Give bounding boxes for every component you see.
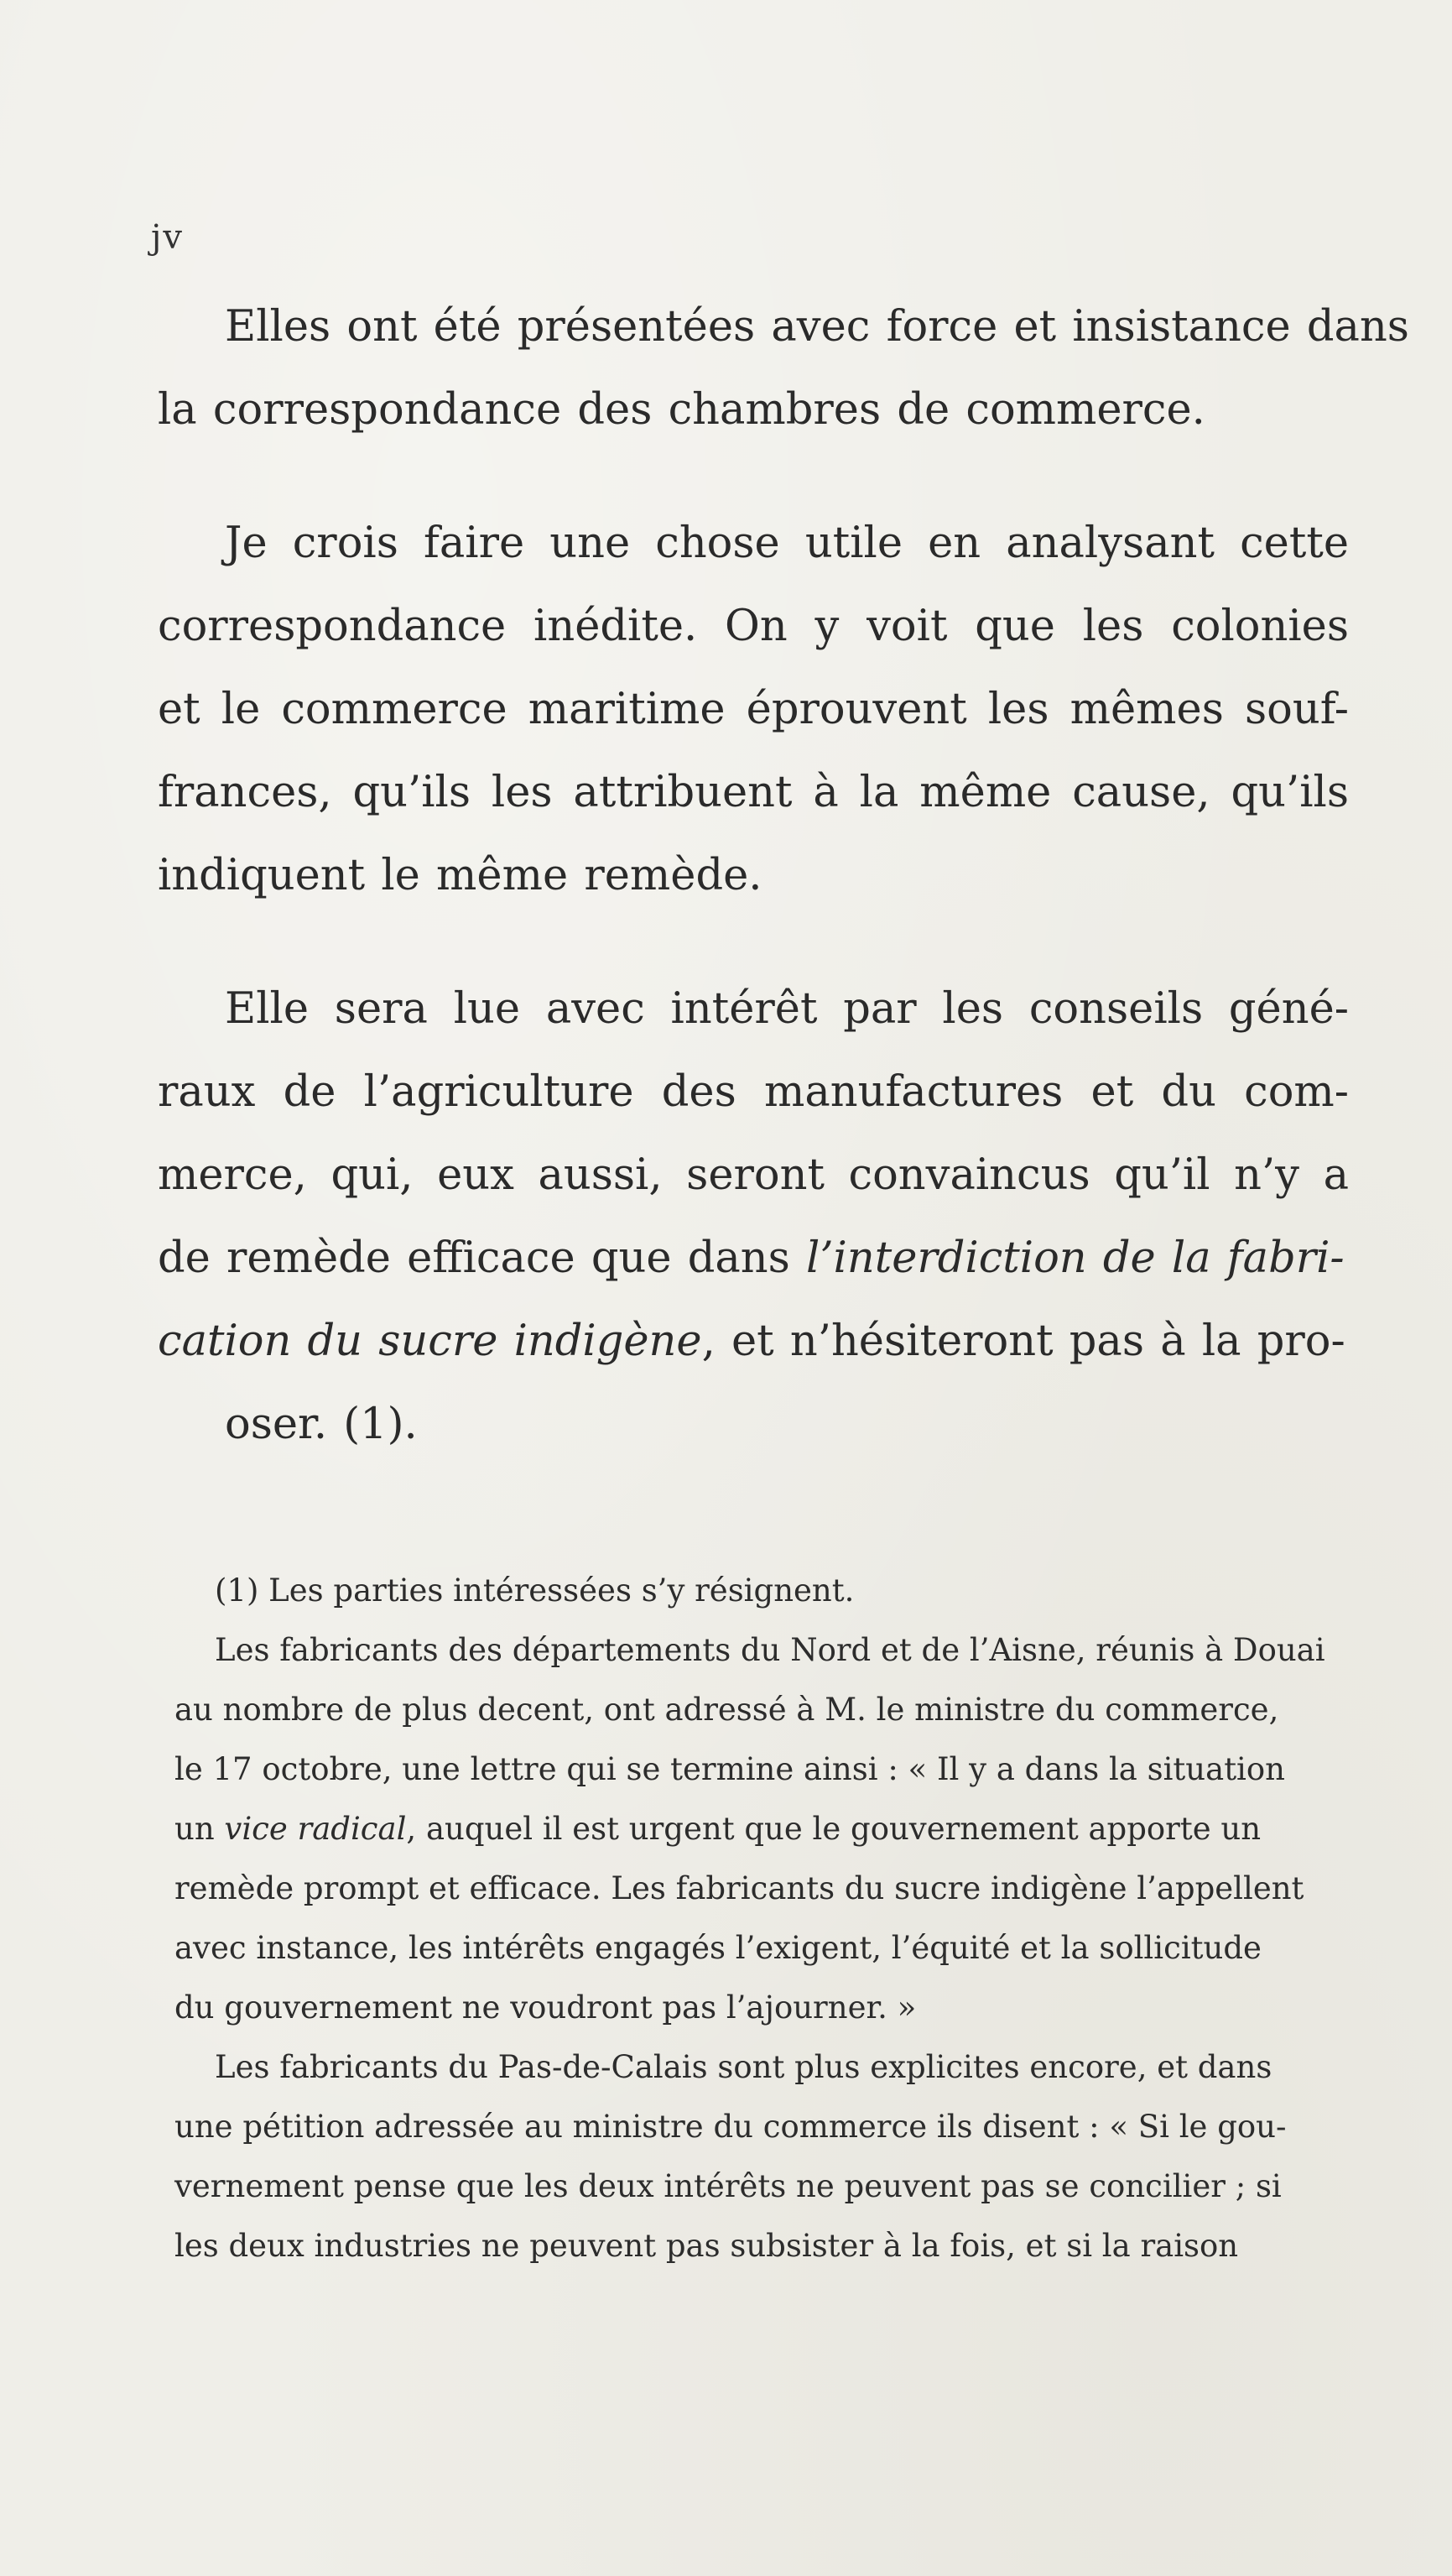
body-line: frances, qu’ils les attribuent à la même cause, qu’ils [158,768,1349,817]
footnote-line: le 17 octobre, une lettre qui se termine ainsi : « Il y a dans la situation [174,1751,1285,1787]
body-line: raux de l’agriculture des manufactures et du com- [158,1067,1349,1117]
body-text [158,285,1409,1466]
footnote-line: les deux industries ne peuvent pas subsister à la fois, et si la raison [174,2228,1239,2264]
body-line [158,1217,1349,1300]
footnote-line [174,1799,1374,1859]
paragraph-gap [158,451,1349,502]
body-line: et le commerce maritime éprouvent les mêmes souf- [158,685,1349,734]
body-line: oser. (1). [225,1400,418,1449]
body-line [158,1300,1349,1383]
footnote-line: au nombre de plus decent, ont adressé à M. le ministre du commerce, [174,1692,1279,1728]
body-line: Je crois faire une chose utile en analysant cette [225,519,1349,568]
paragraph-gap [158,917,1349,967]
body-line: indiquent le même remède. [158,851,762,900]
footnote-line: Les fabricants des départements du Nord et de l’Aisne, réunis à Douai [215,1632,1325,1668]
footnote-line: (1) Les parties intéressées s’y résignent. [215,1572,855,1609]
page-number: jv [151,218,184,257]
footnote-line: Les fabricants du Pas-de-Calais sont plus explicites encore, et dans [215,2049,1272,2085]
footnote-line: du gouvernement ne voudront pas l’ajourner. » [174,1989,917,2026]
footnote-text-italic: vice radical [224,1811,407,1847]
body-line: la correspondance des chambres de commerce. [158,385,1205,435]
footnote-line: avec instance, les intérêts engagés l’exigent, l’équité et la sollicitude [174,1930,1262,1966]
body-text-italic: cation du sucre indigène [158,1317,702,1366]
footnote-line: vernement pense que les deux intérêts ne peuvent pas se concilier ; si [174,2168,1282,2204]
body-text-roman: de remède efficace que dans [158,1233,807,1283]
body-line: Elle sera lue avec intérêt par les conseils géné- [225,984,1349,1034]
body-line: merce, qui, eux aussi, seront convaincus qu’il n’y a [158,1150,1349,1200]
footnote-text-roman: , auquel il est urgent que le gouvernement apporte un [406,1811,1262,1847]
body-line: Elles ont été présentées avec force et insistance dans [225,302,1409,352]
footnote-line: une pétition adressée au ministre du commerce ils disent : « Si le gou- [174,2109,1287,2145]
body-text-roman: , et n’hésiteront pas à la pro- [701,1317,1345,1366]
body-text-italic: l’interdiction de la fabri- [806,1233,1345,1283]
footnote [174,1561,1374,2276]
footnote-text-roman: un [174,1811,225,1847]
footnote-line: remède prompt et efficace. Les fabricants du sucre indigène l’appellent [174,1870,1304,1906]
body-line: correspondance inédite. On y voit que les colonies [158,602,1349,651]
